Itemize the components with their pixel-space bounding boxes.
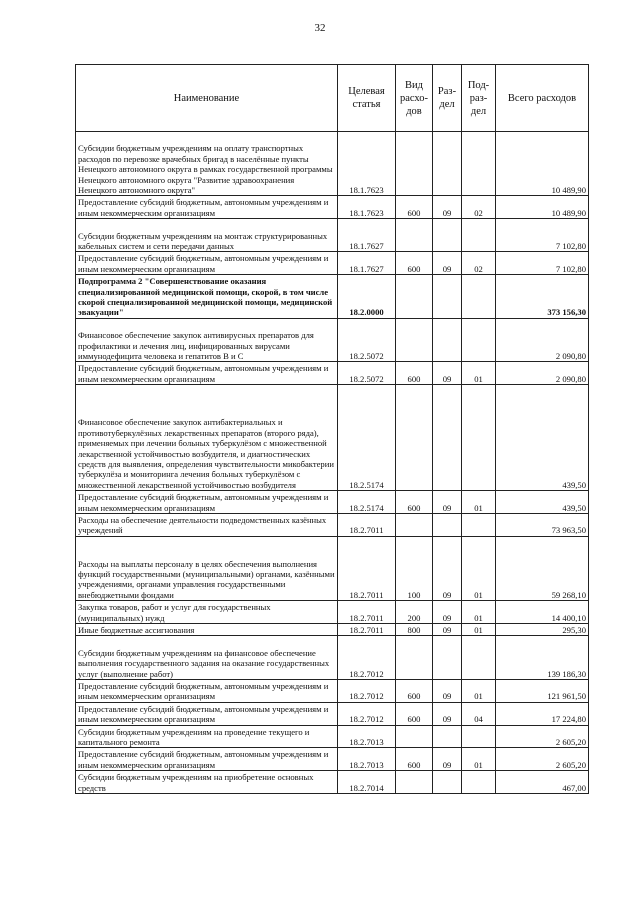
cell-type	[396, 385, 433, 491]
cell-name: Иные бюджетные ассигнования	[76, 623, 338, 635]
header-target: Целевая статья	[338, 65, 396, 132]
cell-name: Подпрограмма 2 "Совершенствование оказания специализированной медицинской помощи, скорой, в том числе скорой специализированной медицинской помощи, медицинской эвакуации"	[76, 275, 338, 319]
cell-target: 18.2.7012	[338, 679, 396, 702]
cell-name: Субсидии бюджетным учреждениям на оплату транспортных расходов по перевозке врачебных бригад в населённые пункты Ненецкого автономного округа в рамках государственной программы Ненецкого автономного округа "Развитие здравоохранения Ненецкого автономного округа"	[76, 132, 338, 196]
cell-name: Субсидии бюджетным учреждениям на проведение текущего и капитального ремонта	[76, 725, 338, 748]
cell-total: 139 186,30	[496, 636, 589, 680]
cell-target: 18.2.7013	[338, 748, 396, 771]
cell-type: 600	[396, 748, 433, 771]
cell-subsection: 01	[462, 623, 496, 635]
cell-target: 18.2.0000	[338, 275, 396, 319]
header-name: Наименование	[76, 65, 338, 132]
cell-subsection	[462, 385, 496, 491]
table-row	[76, 318, 589, 362]
cell-type: 100	[396, 536, 433, 600]
cell-section: 09	[433, 252, 462, 275]
cell-name: Расходы на обеспечение деятельности подведомственных казённых учреждений	[76, 513, 338, 536]
cell-section: 09	[433, 601, 462, 624]
cell-target: 18.2.5072	[338, 362, 396, 385]
cell-type: 600	[396, 491, 433, 514]
cell-section: 09	[433, 748, 462, 771]
cell-type	[396, 275, 433, 319]
cell-type: 600	[396, 196, 433, 219]
cell-type	[396, 132, 433, 196]
cell-type: 600	[396, 679, 433, 702]
cell-section: 09	[433, 491, 462, 514]
cell-total: 2 605,20	[496, 748, 589, 771]
cell-subsection: 01	[462, 748, 496, 771]
cell-section: 09	[433, 702, 462, 725]
table-row	[76, 679, 589, 702]
cell-total: 2 090,80	[496, 318, 589, 362]
cell-subsection: 01	[462, 491, 496, 514]
cell-total: 7 102,80	[496, 252, 589, 275]
page-number: 32	[314, 22, 326, 34]
table-row	[76, 771, 589, 794]
cell-target: 18.2.7013	[338, 725, 396, 748]
cell-subsection: 01	[462, 362, 496, 385]
cell-name: Предоставление субсидий бюджетным, автономным учреждениям и иным некоммерческим организациям	[76, 252, 338, 275]
budget-table	[75, 64, 589, 794]
header-row	[76, 65, 589, 132]
cell-subsection	[462, 275, 496, 319]
cell-target: 18.2.7011	[338, 601, 396, 624]
cell-subsection: 01	[462, 679, 496, 702]
cell-name: Предоставление субсидий бюджетным, автономным учреждениям и иным некоммерческим организациям	[76, 362, 338, 385]
header-type: Вид расхо-дов	[396, 65, 433, 132]
cell-section	[433, 219, 462, 252]
table-row	[76, 385, 589, 491]
cell-type: 200	[396, 601, 433, 624]
cell-subsection	[462, 725, 496, 748]
cell-name: Субсидии бюджетным учреждениям на монтаж структурированных кабельных систем и сети передачи данных	[76, 219, 338, 252]
cell-target: 18.1.7627	[338, 252, 396, 275]
header-subsection: Под-раз-дел	[462, 65, 496, 132]
cell-name: Субсидии бюджетным учреждениям на приобретение основных средств	[76, 771, 338, 794]
cell-total: 14 400,10	[496, 601, 589, 624]
cell-total: 439,50	[496, 491, 589, 514]
cell-name: Расходы на выплаты персоналу в целях обеспечения выполнения функций государственными (муниципальными) органами, казёнными учреждениями, органами управления государственными внебюджетными фондами	[76, 536, 338, 600]
table-row	[76, 636, 589, 680]
cell-name: Финансовое обеспечение закупок антивирусных препаратов для профилактики и лечения лиц, инфицированных вирусами иммунодефицита человека и гепатитов В и С	[76, 318, 338, 362]
cell-total: 295,30	[496, 623, 589, 635]
cell-type: 600	[396, 362, 433, 385]
cell-section: 09	[433, 623, 462, 635]
cell-target: 18.2.7011	[338, 536, 396, 600]
cell-type: 600	[396, 252, 433, 275]
cell-name: Предоставление субсидий бюджетным, автономным учреждениям и иным некоммерческим организациям	[76, 491, 338, 514]
cell-target: 18.2.7011	[338, 513, 396, 536]
cell-type	[396, 513, 433, 536]
cell-target: 18.2.5072	[338, 318, 396, 362]
cell-subsection	[462, 771, 496, 794]
table-row	[76, 748, 589, 771]
cell-name: Предоставление субсидий бюджетным, автономным учреждениям и иным некоммерческим организациям	[76, 679, 338, 702]
cell-section: 09	[433, 362, 462, 385]
cell-total: 121 961,50	[496, 679, 589, 702]
table-row	[76, 252, 589, 275]
table-row	[76, 601, 589, 624]
table-row	[76, 702, 589, 725]
cell-type	[396, 318, 433, 362]
cell-subsection: 04	[462, 702, 496, 725]
cell-total: 467,00	[496, 771, 589, 794]
table-row	[76, 275, 589, 319]
cell-type: 800	[396, 623, 433, 635]
table-row	[76, 536, 589, 600]
cell-type	[396, 636, 433, 680]
table-row	[76, 362, 589, 385]
cell-section	[433, 725, 462, 748]
cell-type: 600	[396, 702, 433, 725]
cell-subsection	[462, 219, 496, 252]
cell-section	[433, 132, 462, 196]
table-row	[76, 219, 589, 252]
table-row	[76, 491, 589, 514]
cell-name: Субсидии бюджетным учреждениям на финансовое обеспечение выполнения государственного задания на оказание государственных услуг (выполнение работ)	[76, 636, 338, 680]
cell-total: 73 963,50	[496, 513, 589, 536]
cell-target: 18.2.7011	[338, 623, 396, 635]
cell-subsection	[462, 636, 496, 680]
cell-target: 18.1.7623	[338, 196, 396, 219]
cell-target: 18.2.7014	[338, 771, 396, 794]
cell-target: 18.2.5174	[338, 491, 396, 514]
cell-name: Предоставление субсидий бюджетным, автономным учреждениям и иным некоммерческим организациям	[76, 702, 338, 725]
cell-section: 09	[433, 196, 462, 219]
cell-subsection: 02	[462, 196, 496, 219]
cell-total: 10 489,90	[496, 132, 589, 196]
cell-target: 18.2.7012	[338, 702, 396, 725]
cell-target: 18.1.7623	[338, 132, 396, 196]
table-row	[76, 132, 589, 196]
cell-total: 17 224,80	[496, 702, 589, 725]
table-row	[76, 623, 589, 635]
cell-section	[433, 318, 462, 362]
table-row	[76, 725, 589, 748]
cell-section: 09	[433, 536, 462, 600]
cell-total: 7 102,80	[496, 219, 589, 252]
header-section: Раз-дел	[433, 65, 462, 132]
cell-name: Закупка товаров, работ и услуг для государственных (муниципальных) нужд	[76, 601, 338, 624]
cell-subsection: 01	[462, 536, 496, 600]
cell-subsection	[462, 318, 496, 362]
cell-section	[433, 771, 462, 794]
cell-name: Предоставление субсидий бюджетным, автономным учреждениям и иным некоммерческим организациям	[76, 196, 338, 219]
cell-section	[433, 636, 462, 680]
cell-total: 439,50	[496, 385, 589, 491]
table-row	[76, 196, 589, 219]
cell-section	[433, 385, 462, 491]
cell-section	[433, 513, 462, 536]
cell-target: 18.1.7627	[338, 219, 396, 252]
cell-type	[396, 771, 433, 794]
cell-name: Финансовое обеспечение закупок антибактериальных и противотуберкулёзных лекарственных препаратов (второго ряда), применяемых при лечении больных туберкулёзом с множественной лекарственной устойчивостью возбудителя, и диагностических средств для выявления, определения чувствительности микобактерии туберкулёза и мониторинга лечения больных туберкулёзом с множественной лекарственной устойчивостью возбудителя	[76, 385, 338, 491]
cell-subsection	[462, 132, 496, 196]
table-row	[76, 513, 589, 536]
cell-subsection: 01	[462, 601, 496, 624]
cell-subsection	[462, 513, 496, 536]
cell-total: 10 489,90	[496, 196, 589, 219]
cell-total: 373 156,30	[496, 275, 589, 319]
cell-total: 59 268,10	[496, 536, 589, 600]
cell-target: 18.2.7012	[338, 636, 396, 680]
cell-target: 18.2.5174	[338, 385, 396, 491]
cell-total: 2 090,80	[496, 362, 589, 385]
cell-type	[396, 219, 433, 252]
header-total: Всего расходов	[496, 65, 589, 132]
cell-subsection: 02	[462, 252, 496, 275]
cell-total: 2 605,20	[496, 725, 589, 748]
cell-section: 09	[433, 679, 462, 702]
cell-name: Предоставление субсидий бюджетным, автономным учреждениям и иным некоммерческим организациям	[76, 748, 338, 771]
cell-type	[396, 725, 433, 748]
cell-section	[433, 275, 462, 319]
